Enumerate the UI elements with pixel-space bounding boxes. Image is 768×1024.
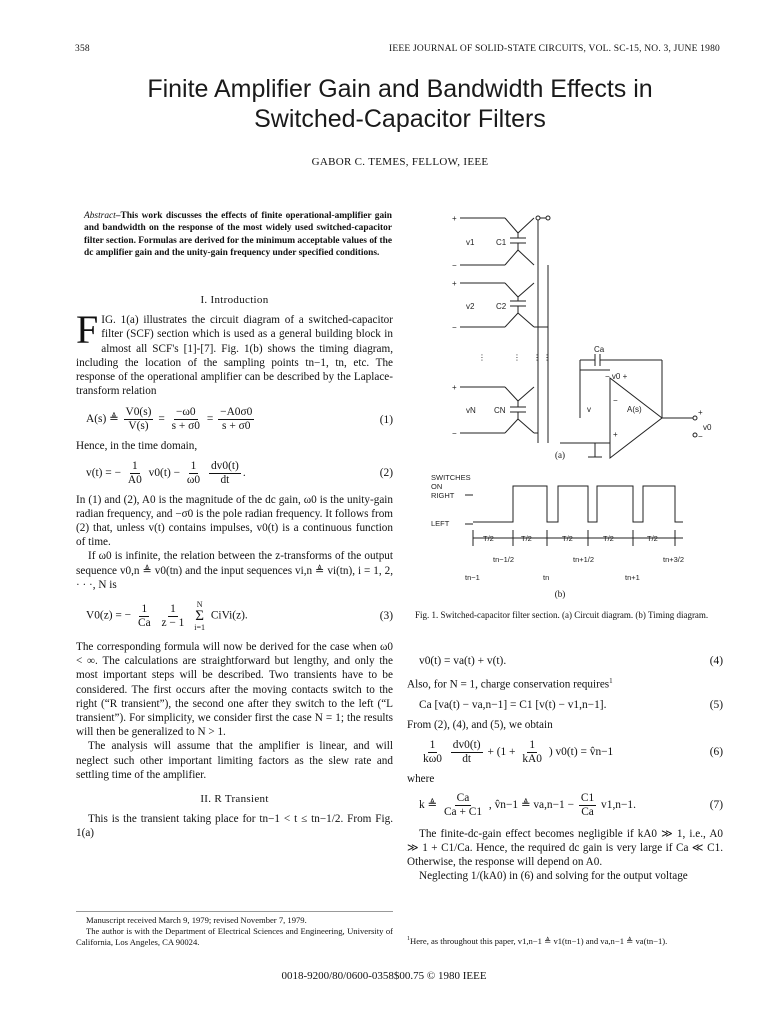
svg-text:tn−1/2: tn−1/2: [493, 555, 515, 564]
svg-text:⋮: ⋮: [478, 353, 486, 362]
affiliation-note: The author is with the Department of Electrical Sciences and Engineering, University of California, Los Angeles, CA 90024.: [76, 926, 393, 947]
svg-text:Ca: Ca: [594, 345, 605, 354]
abstract-label: Abstract: [84, 211, 116, 221]
equation-5: Ca [va(t) − va,n−1] = C1 [v(t) − v1,n−1]. (5): [419, 699, 723, 712]
where-text: where: [407, 772, 435, 785]
svg-text:RIGHT: RIGHT: [431, 491, 455, 500]
section-2-heading: II. R Transient: [200, 793, 269, 806]
svg-text:− v0 +: − v0 +: [605, 372, 628, 381]
svg-text:⋮: ⋮: [513, 353, 521, 362]
svg-text:+: +: [698, 408, 703, 417]
svg-text:T/2: T/2: [603, 534, 614, 543]
svg-text:tn+1: tn+1: [625, 573, 640, 582]
svg-text:v0: v0: [703, 423, 712, 432]
intro-paragraph-2: In (1) and (2), A0 is the magnitude of the dc gain, ω0 is the unity-gain radian frequency, and −σ0 is the pole radian frequency. It follows from (2) that, unless v(t) contains impulses, v0(t) is a continuous function of time.: [76, 493, 393, 549]
svg-text:T/2: T/2: [521, 534, 532, 543]
title-line-1: Finite Amplifier Gain and Bandwidth Effects in: [147, 75, 653, 103]
equation-7: k ≜ $\frac{Ca}{Ca + C1}$ , v̂n−1 ≜ va,n−1 − $\frac{C1}{Ca}$ v1,n−1. (7): [419, 791, 723, 818]
svg-text:C1: C1: [496, 238, 507, 247]
title-line-2: Switched-Capacitor Filters: [254, 105, 546, 133]
svg-text:T/2: T/2: [562, 534, 573, 543]
equation-3-number: (3): [379, 609, 393, 622]
dc-gain-paragraph: The finite-dc-gain effect becomes negligible if kA0 ≫ 1, i.e., A0 ≫ 1 + C1/Ca. Hence, the required dc gain is very large if Ca ≪ C1. Otherwise, the response will depend on A0.: [407, 827, 723, 869]
right-column: [407, 654, 723, 884]
drop-cap: F: [76, 307, 99, 353]
svg-text:v2: v2: [466, 302, 475, 311]
equation-6-number: (6): [709, 745, 723, 758]
svg-text:SWITCHES: SWITCHES: [431, 473, 471, 482]
abstract: [84, 210, 392, 259]
equation-2: v(t) = − $\frac{1}{A0}$ v0(t) − $\frac{1}{\omega 0}$ $\frac{dv0(t)}{dt}$ . (2): [86, 459, 393, 486]
svg-text:−: −: [613, 396, 618, 405]
svg-text:CN: CN: [494, 406, 506, 415]
intro-paragraph-5: The analysis will assume that the amplifier is linear, and will neglect such other important limiting factors as the slew rate and settling time of the amplifier.: [76, 740, 393, 781]
equation-7-number: (7): [709, 799, 723, 812]
svg-text:⋮: ⋮: [543, 353, 551, 362]
manuscript-note: Manuscript received March 9, 1979; revised November 7, 1979.: [86, 915, 307, 925]
svg-text:C2: C2: [496, 302, 507, 311]
running-header: IEEE JOURNAL OF SOLID-STATE CIRCUITS, VOL. SC-15, NO. 3, JUNE 1980: [389, 44, 720, 54]
copyright-footer: 0018-9200/80/0600-0358$00.75 © 1980 IEEE: [281, 970, 487, 982]
svg-text:tn: tn: [543, 573, 550, 582]
equation-1-number: (1): [379, 413, 393, 426]
svg-text:−: −: [698, 432, 703, 441]
neglect-paragraph: Neglecting 1/(kA0) in (6) and solving for the output voltage: [419, 870, 688, 883]
equation-1: A(s) ≜ $\frac{V0(s)}{V(s)}$ = $\frac{-\omega 0}{s + \sigma 0}$ = $\frac{-A0\sigma 0}{s + \sigma 0}$ (1): [86, 406, 393, 433]
svg-text:T/2: T/2: [647, 534, 658, 543]
svg-text:LEFT: LEFT: [431, 519, 450, 528]
page-number: 358: [75, 44, 90, 54]
obtain-text: From (2), (4), and (5), we obtain: [407, 719, 553, 732]
svg-text:−: −: [452, 261, 457, 270]
svg-text:v1: v1: [466, 238, 475, 247]
svg-text:T/2: T/2: [483, 534, 494, 543]
equation-5-number: (5): [709, 699, 723, 712]
svg-text:vN: vN: [466, 406, 476, 415]
right-footnote: $^1$Here, as throughout this paper, v1,n−1 ≜ v1(tn−1) and va,n−1 ≜ va(tn−1).: [407, 935, 668, 946]
svg-text:tn−1: tn−1: [465, 573, 480, 582]
left-footnotes: [76, 911, 393, 948]
svg-text:tn+1/2: tn+1/2: [573, 555, 595, 564]
left-column: [76, 293, 393, 841]
timing-diagram: [425, 470, 725, 588]
author-line: GABOR C. TEMES, FELLOW, IEEE: [311, 156, 489, 168]
equation-2-number: (2): [379, 467, 393, 480]
svg-text:⋮: ⋮: [533, 353, 541, 362]
figure-label-a: (a): [555, 450, 565, 460]
charge-conservation-text: Also, for N = 1, charge conservation requires$^1$: [407, 677, 613, 691]
paper-title: [70, 74, 730, 134]
svg-text:−: −: [452, 429, 457, 438]
abstract-text: –This work discusses the effects of finite operational-amplifier gain and bandwidth on the response of the most widely used switched-capacitor filter section. Formulas are derived for the minimum acceptable values of the dc amplifier gain and the unity-gain frequency under specified conditions.: [84, 211, 392, 258]
figure-label-b: (b): [554, 589, 566, 599]
section-2-paragraph: This is the transient taking place for tn−1 < t ≤ tn−1/2. From Fig. 1(a): [76, 813, 393, 840]
svg-text:+: +: [452, 279, 457, 288]
equation-4: v0(t) = va(t) + v(t). (4): [419, 655, 723, 667]
svg-text:ON: ON: [431, 482, 443, 491]
figure-caption: Fig. 1. Switched-capacitor filter section. (a) Circuit diagram. (b) Timing diagram.: [415, 610, 709, 620]
svg-text:−: −: [452, 323, 457, 332]
svg-text:tn+3/2: tn+3/2: [663, 555, 685, 564]
svg-text:+: +: [613, 430, 618, 439]
circuit-diagram: [430, 205, 720, 467]
svg-text:A(s): A(s): [627, 405, 642, 414]
equation-4-number: (4): [709, 655, 723, 667]
svg-text:+: +: [452, 214, 457, 223]
section-1-heading: I. Introduction: [200, 294, 269, 306]
svg-text:+: +: [452, 383, 457, 392]
equation-3: V0(z) = − $\frac{1}{Ca}$ $\frac{1}{z - 1}$ N Σ i=1 CiVi(z). (3): [86, 600, 393, 633]
intro-paragraph-4: The corresponding formula will now be derived for the case when ω0 < ∞. The calculations are straightforward but lengthy, and only the most important steps will be described. Two transients have to be considered. The first occurs after the moving contacts switch to the right (“R transient”), the second one after they switch to the left (“L transient”). For simplicity, we consider first the case N = 1; the results will then be generalized to N > 1.: [76, 641, 393, 739]
intro-paragraph-3: If ω0 is infinite, the relation between the z-transforms of the output sequence v0,n ≜ v0(tn) and the input sequences vi,n ≜ vi(tn), i = 1, 2, · · ·, N is: [76, 550, 393, 591]
intro-paragraph-1: FIG. 1(a) illustrates the circuit diagram of a switched-capacitor filter (SCF) section which is used as a general building block in almost all SCF's [1]-[7]. Fig. 1(b) shows the timing diagram, including the location of the sampling points tn−1, tn, etc. The response of the operational amplifier can be described by the Laplace-transform relation: [76, 307, 393, 398]
svg-text:v: v: [587, 405, 591, 414]
equation-6: $\frac{1}{k\omega 0}$ $\frac{dv0(t)}{dt}$ + (1 + $\frac{1}{kA0}$ ) v0(t) = v̂n−1 (6): [423, 738, 723, 765]
time-domain-text: Hence, in the time domain,: [76, 440, 198, 453]
